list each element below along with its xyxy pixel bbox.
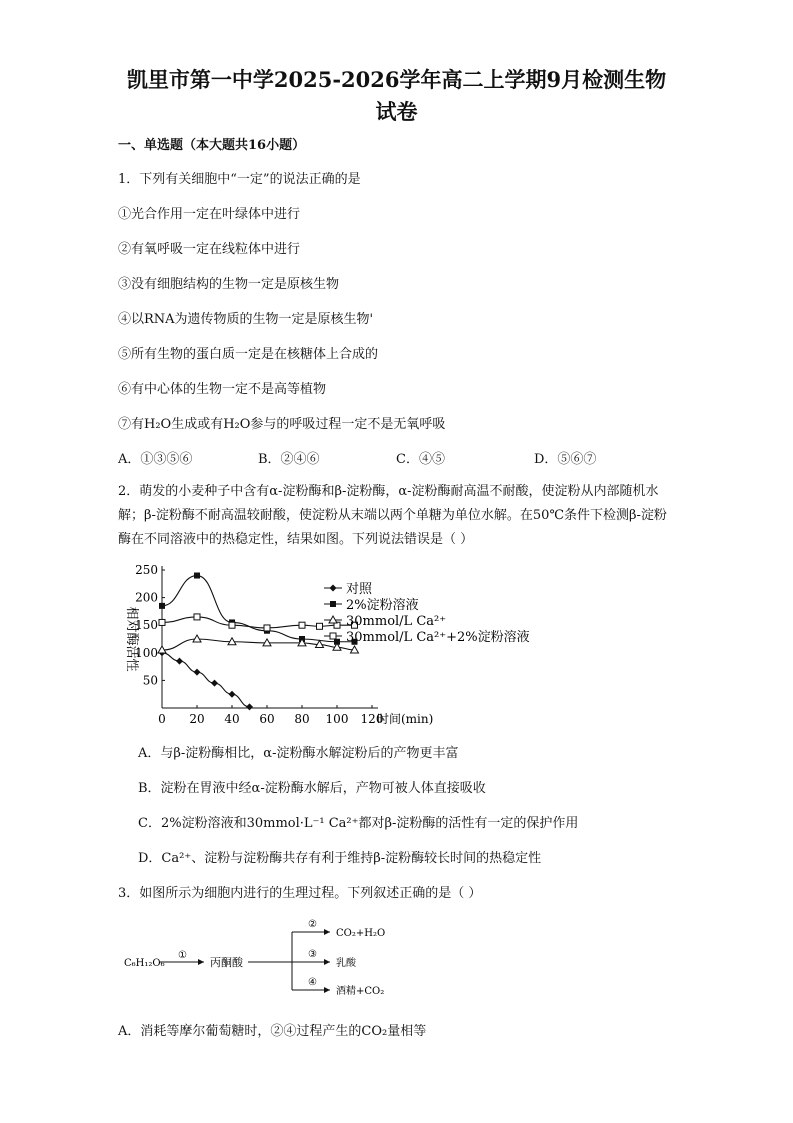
x-tick-label: 0 xyxy=(158,712,166,726)
data-point xyxy=(194,573,200,579)
x-tick-label: 80 xyxy=(294,712,310,726)
y-tick-label: 200 xyxy=(135,590,158,605)
data-point xyxy=(299,622,305,628)
title-line-1: 凯里市第一中学2025-2026学年高二上学期9月检测生物 xyxy=(126,67,667,92)
q2-option-b[interactable]: B．淀粉在胃液中经α-淀粉酶水解后，产物可被人体直接吸收 xyxy=(138,781,486,796)
data-point xyxy=(229,691,236,698)
q3-stem: 3．如图所示为细胞内进行的生理过程。下列叙述正确的是（ ） xyxy=(118,886,482,901)
data-point xyxy=(159,603,165,609)
arrowhead-3 xyxy=(324,959,330,965)
x-tick-label: 60 xyxy=(259,712,275,726)
q2-stem: 2．萌发的小麦种子中含有α-淀粉酶和β-淀粉酶，α-淀粉酶耐高温不耐酸，使淀粉从内部随机水解；β-淀粉酶不耐高温较耐酸，使淀粉从末端以两个单糖为单位水解。在50℃条件下检测β-淀粉酶在不同溶液中的热稳定性，结果如图。下列说法错误是（ ） xyxy=(118,484,667,547)
legend-marker xyxy=(330,633,336,639)
q1-item: ①光合作用一定在叶绿体中进行 xyxy=(118,207,301,222)
pyruvate-label: 丙酮酸 xyxy=(210,956,243,969)
q1-option-d[interactable]: D．⑤⑥⑦ xyxy=(534,452,597,467)
series-line-2 xyxy=(162,576,355,642)
y-tick-label: 50 xyxy=(142,673,158,688)
q3-option-a[interactable]: A．消耗等摩尔葡萄糖时，②④过程产生的CO₂量相等 xyxy=(118,1024,427,1039)
x-tick-label: 40 xyxy=(224,712,240,726)
respiration-pathway-diagram xyxy=(118,912,418,1004)
exam-title xyxy=(100,64,693,128)
arrowhead-4 xyxy=(324,987,330,993)
q1-item: ④以RNA为遗传物质的生物一定是原核生物' xyxy=(118,312,374,327)
data-point xyxy=(264,625,270,631)
section-heading: 一、单选题（本大题共16小题） xyxy=(118,138,306,153)
y-tick-label: 100 xyxy=(135,645,158,660)
enzyme-activity-chart xyxy=(110,560,570,728)
series-line-1 xyxy=(162,653,250,707)
q1-option-b[interactable]: B．②④⑥ xyxy=(258,452,320,467)
q2-option-c[interactable]: C．2%淀粉溶液和30mmol·L⁻¹ Ca²⁺都对β-淀粉酶的活性有一定的保护作用 xyxy=(138,816,579,831)
glucose-label: C₆H₁₂O₆ xyxy=(124,958,165,969)
y-axis-label: 相对酶活性 xyxy=(124,606,139,672)
x-tick-label: 120 xyxy=(360,712,384,726)
data-point xyxy=(229,622,235,628)
data-point xyxy=(176,658,183,665)
step-4-label: ④ xyxy=(308,977,317,988)
data-point xyxy=(317,623,323,629)
q1-item: ⑦有H₂O生成或有H₂O参与的呼吸过程一定不是无氧呼吸 xyxy=(118,417,446,432)
legend-marker xyxy=(330,585,337,592)
arrowhead-1 xyxy=(198,959,204,965)
title-line-2: 试卷 xyxy=(375,99,418,124)
q2-option-a[interactable]: A．与β-淀粉酶相比，α-淀粉酶水解淀粉后的产物更丰富 xyxy=(138,746,459,761)
legend-marker xyxy=(330,601,336,607)
data-point xyxy=(194,614,200,620)
data-point xyxy=(246,703,253,710)
product-3-label: 乳酸 xyxy=(336,958,356,969)
q1-item: ⑥有中心体的生物一定不是高等植物 xyxy=(118,382,327,397)
data-point xyxy=(211,680,218,687)
q1-option-a[interactable]: A．①③⑤⑥ xyxy=(118,452,193,467)
y-tick-label: 150 xyxy=(135,618,158,633)
data-point xyxy=(159,619,165,625)
q1-item: ②有氧呼吸一定在线粒体中进行 xyxy=(118,242,301,257)
step-2-label: ② xyxy=(308,919,317,930)
y-tick-label: 250 xyxy=(135,563,158,577)
q1-item: ③没有细胞结构的生物一定是原核生物 xyxy=(118,277,340,292)
step-3-label: ③ xyxy=(308,949,317,960)
legend-label: 30mmol/L Ca²⁺ xyxy=(346,614,447,629)
step-1-label: ① xyxy=(178,950,187,961)
q1-option-c[interactable]: C．④⑤ xyxy=(396,452,445,467)
q1-stem: 1．下列有关细胞中“一定”的说法正确的是 xyxy=(118,172,361,187)
q1-item: ⑤所有生物的蛋白质一定是在核糖体上合成的 xyxy=(118,347,379,362)
product-4-label: 酒精+CO₂ xyxy=(336,986,385,997)
q2-option-d[interactable]: D．Ca²⁺、淀粉与淀粉酶共存有利于维持β-淀粉酶较长时间的热稳定性 xyxy=(138,851,542,866)
legend-label: 2%淀粉溶液 xyxy=(346,598,419,613)
x-tick-label: 100 xyxy=(325,712,349,726)
series-line-4 xyxy=(162,617,355,628)
legend-label: 对照 xyxy=(346,582,373,597)
product-2-label: CO₂+H₂O xyxy=(336,928,386,939)
x-tick-label: 20 xyxy=(189,712,205,726)
x-axis-label: 时间(min) xyxy=(377,712,434,726)
legend-label: 30mmol/L Ca²⁺+2%淀粉溶液 xyxy=(346,630,530,645)
data-point xyxy=(194,669,201,676)
arrowhead-2 xyxy=(324,929,330,935)
